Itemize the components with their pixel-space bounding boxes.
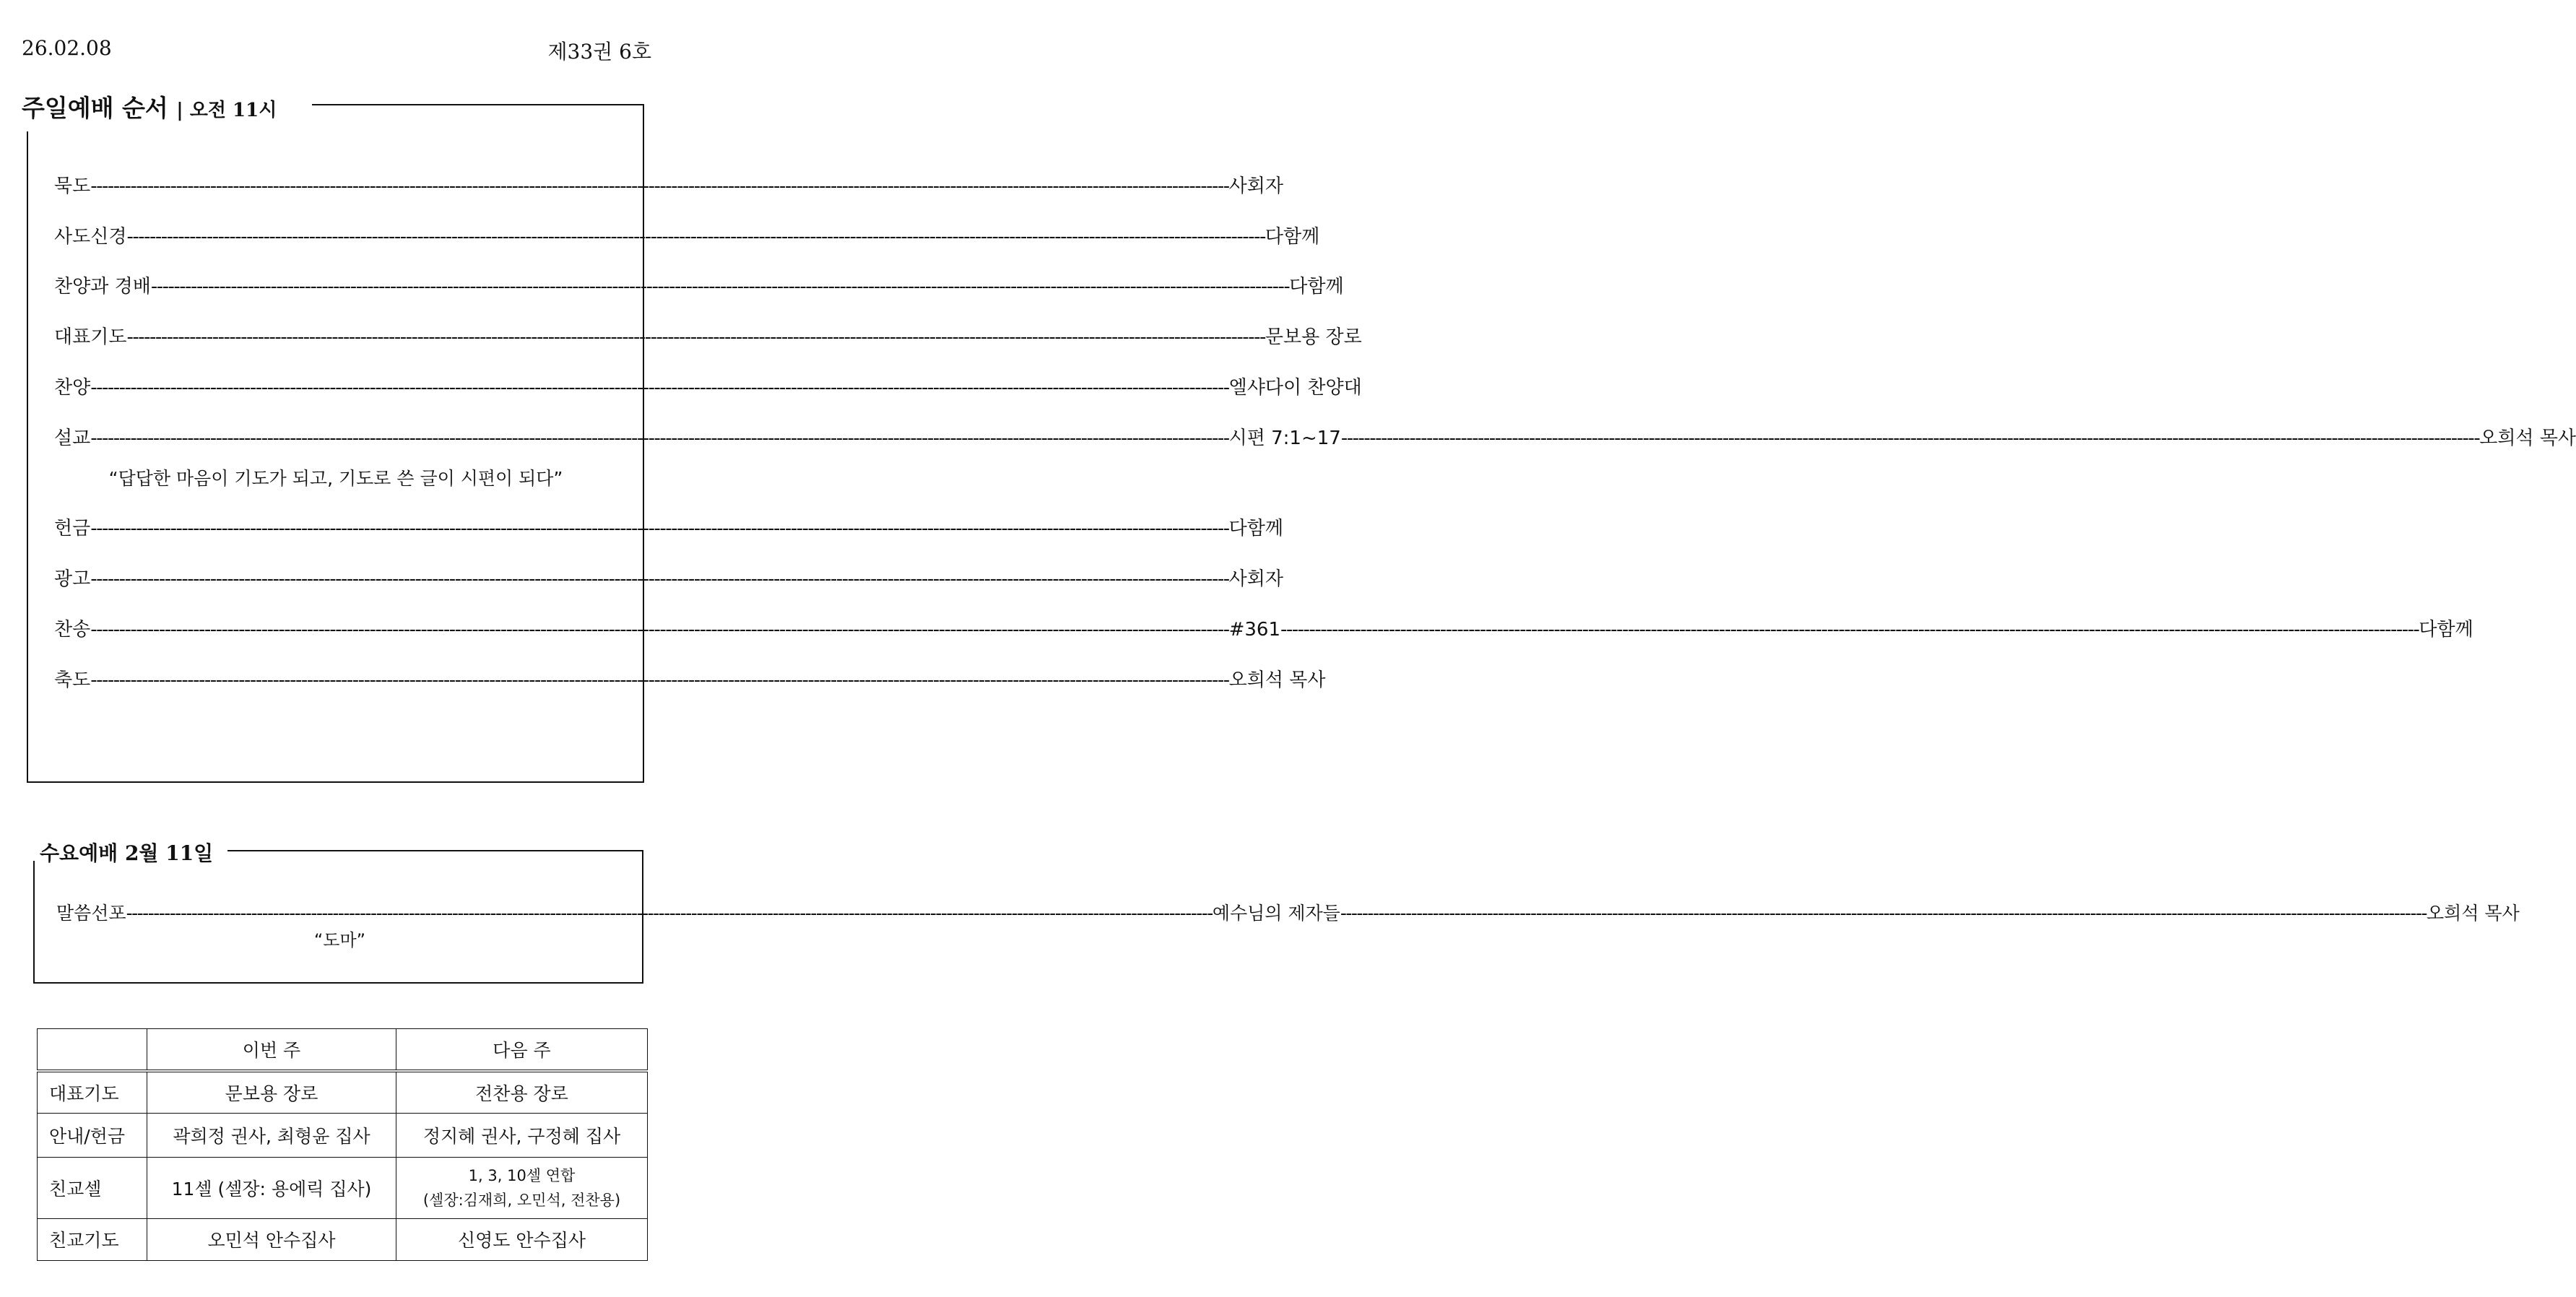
- dotted-leader: --------------------------------------------------------------------------------------------------------------------------------------------------------------------------------------------------------: [90, 518, 1229, 539]
- order-item-name: 말씀선포: [56, 903, 126, 924]
- hymn-number: #361: [1228, 619, 1281, 641]
- order-item-person: 오희석 목사: [2479, 428, 2576, 449]
- order-item-name: 설교: [54, 428, 91, 449]
- frame-line: [27, 781, 644, 783]
- dotted-leader: --------------------------------------------------------------------------------------------------------------------------------------------------------------------------------------------------------: [126, 326, 1265, 348]
- table-cell: 오민석 안수집사: [147, 1218, 396, 1260]
- frame-line: [312, 104, 644, 105]
- table-row: [38, 1157, 648, 1218]
- order-row-offering: [54, 513, 1283, 540]
- dotted-leader: --------------------------------------------------------------------------------------------------------------------------------------------------------------------------------------------------------: [126, 226, 1265, 248]
- frame-line: [227, 850, 643, 851]
- dotted-leader: --------------------------------------------------------------------------------------------------------------------------------------------------------------------------------------------------------: [1340, 903, 2427, 924]
- dotted-leader: --------------------------------------------------------------------------------------------------------------------------------------------------------------------------------------------------------: [90, 568, 1229, 590]
- table-row: [38, 1071, 648, 1113]
- dotted-leader: --------------------------------------------------------------------------------------------------------------------------------------------------------------------------------------------------------: [1280, 619, 2419, 641]
- sermon-series: 예수님의 제자들: [1212, 903, 1340, 924]
- table-cell: [396, 1157, 648, 1218]
- order-item-person: 다함께: [1289, 276, 1344, 298]
- order-item-person: 문보용 장로: [1265, 326, 1362, 348]
- order-item-name: 찬송: [54, 619, 91, 641]
- table-row: [38, 1218, 648, 1260]
- table-header-cell: 이번 주: [147, 1029, 396, 1072]
- row-label: 친교기도: [38, 1218, 147, 1260]
- order-row-announcements: [54, 564, 1283, 591]
- issue-number: 제33권 6호: [547, 40, 651, 64]
- dotted-leader: --------------------------------------------------------------------------------------------------------------------------------------------------------------------------------------------------------: [90, 619, 1229, 641]
- table-cell: 정지혜 권사, 구정혜 집사: [396, 1113, 648, 1157]
- order-row-hymn: [54, 615, 2473, 641]
- frame-line: [27, 131, 28, 783]
- order-row-apostles-creed: [54, 222, 1320, 248]
- dotted-leader: --------------------------------------------------------------------------------------------------------------------------------------------------------------------------------------------------------: [90, 669, 1229, 691]
- order-row-choir: [54, 373, 1362, 399]
- order-row-praise-worship: [54, 272, 1344, 298]
- dotted-leader: --------------------------------------------------------------------------------------------------------------------------------------------------------------------------------------------------------: [90, 175, 1229, 197]
- order-item-name: 헌금: [54, 518, 91, 539]
- dotted-leader: --------------------------------------------------------------------------------------------------------------------------------------------------------------------------------------------------------: [150, 276, 1290, 298]
- cell-line: (셀장:김재희, 오민석, 전찬용): [422, 1191, 621, 1209]
- dotted-leader: --------------------------------------------------------------------------------------------------------------------------------------------------------------------------------------------------------: [90, 377, 1229, 399]
- order-item-name: 찬양: [54, 377, 91, 399]
- order-item-name: 대표기도: [54, 326, 127, 348]
- sermon-title: “답답한 마음이 기도가 되고, 기도로 쓴 글이 시편이 되다”: [108, 468, 563, 489]
- wednesday-sermon-row: [56, 899, 2520, 925]
- cell-line: 1, 3, 10셀 연합: [468, 1166, 576, 1184]
- order-item-person: 엘샤다이 찬양대: [1228, 377, 1362, 399]
- order-item-name: 찬양과 경배: [54, 276, 151, 298]
- order-item-person: 다함께: [1228, 518, 1283, 539]
- order-item-person: 오희석 목사: [1228, 669, 1326, 691]
- table-row: [38, 1113, 648, 1157]
- wednesday-service-title: 수요예배 2월 11일: [40, 838, 214, 867]
- sunday-service-title: [22, 90, 277, 123]
- dotted-leader: --------------------------------------------------------------------------------------------------------------------------------------------------------------------------------------------------------: [90, 428, 1229, 449]
- row-label: 안내/헌금: [38, 1113, 147, 1157]
- order-row-representative-prayer: [54, 322, 1362, 349]
- order-item-person: 오희석 목사: [2427, 903, 2520, 924]
- order-item-person: 다함께: [1265, 226, 1320, 248]
- dotted-leader: --------------------------------------------------------------------------------------------------------------------------------------------------------------------------------------------------------: [126, 903, 1213, 924]
- sunday-time-text: | 오전 11시: [176, 100, 277, 121]
- table-header-cell: 다음 주: [396, 1029, 648, 1072]
- order-item-name: 묵도: [54, 175, 91, 197]
- dotted-leader: --------------------------------------------------------------------------------------------------------------------------------------------------------------------------------------------------------: [1340, 428, 2480, 449]
- order-item-name: 축도: [54, 669, 91, 691]
- order-item-name: 사도신경: [54, 226, 127, 248]
- row-label: 대표기도: [38, 1071, 147, 1113]
- order-row-benediction: [54, 665, 1326, 692]
- sunday-title-text: 주일예배 순서: [22, 94, 168, 122]
- scripture-reference: 시편 7:1~17: [1228, 428, 1341, 449]
- frame-line: [33, 982, 643, 984]
- table-header-row: [38, 1029, 648, 1072]
- order-item-person: 사회자: [1228, 568, 1283, 590]
- table-cell: 문보용 장로: [147, 1071, 396, 1113]
- duty-table: [37, 1028, 648, 1261]
- table-cell: 전찬용 장로: [396, 1071, 648, 1113]
- table-cell: 곽희정 권사, 최형윤 집사: [147, 1113, 396, 1157]
- row-label: 친교셀: [38, 1157, 147, 1218]
- order-row-sermon: [54, 423, 2576, 450]
- table-cell: 11셀 (셀장: 용에릭 집사): [147, 1157, 396, 1218]
- frame-line: [33, 861, 35, 984]
- order-item-person: 사회자: [1228, 175, 1283, 197]
- table-header-cell: [38, 1029, 147, 1072]
- table-cell: 신영도 안수집사: [396, 1218, 648, 1260]
- order-item-person: 다함께: [2419, 619, 2473, 641]
- order-row-silent-prayer: [54, 171, 1283, 198]
- order-item-name: 광고: [54, 568, 91, 590]
- bulletin-date: 26.02.08: [22, 36, 112, 60]
- wednesday-sermon-title: “도마”: [313, 930, 366, 950]
